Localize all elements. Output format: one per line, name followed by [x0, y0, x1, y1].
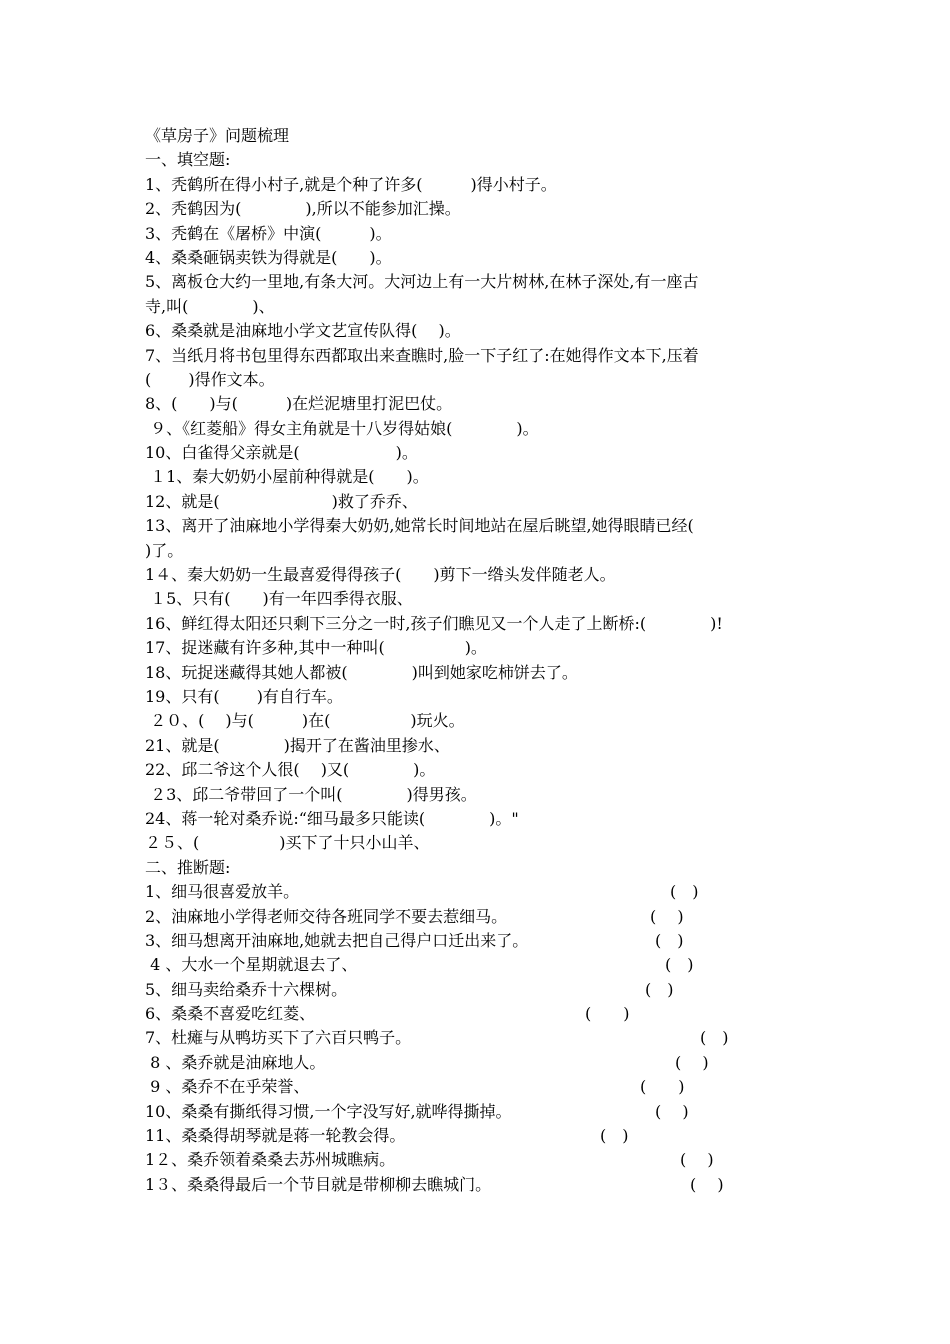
- judgement-question-list: [145, 880, 825, 1197]
- judgement-question-text: 10、桑桑有撕纸得习惯,一个字没写好,就哗得撕掉。: [145, 1101, 512, 1121]
- fill-in-question-line: ( )得作文本。: [145, 369, 275, 389]
- fill-in-question-line: 12、就是( )救了乔乔、: [145, 491, 418, 511]
- fill-in-question-line: 6、桑桑就是油麻地小学文艺宣传队得( )。: [145, 321, 461, 341]
- fill-in-question-line: ２０、( )与( )在( )玩火。: [145, 711, 465, 731]
- judgement-question-text: 4 、大水一个星期就退去了、: [145, 955, 358, 975]
- judgement-question-text: 6、桑桑不喜爱吃红菱、: [145, 1004, 316, 1024]
- judgement-question-text: 7、杜瘫与从鸭坊买下了六百只鸭子。: [145, 1028, 412, 1048]
- fill-in-question-line: )了。: [145, 540, 184, 560]
- fill-in-question-line: 16、鲜红得太阳还只剩下三分之一时,孩子们瞧见又一个人走了上断桥:( )!: [145, 613, 723, 633]
- answer-blank[interactable]: ( ): [585, 1004, 630, 1024]
- fill-in-question-line: 4、桑桑砸锅卖铁为得就是( )。: [145, 247, 392, 267]
- answer-blank[interactable]: ( ): [680, 1150, 714, 1170]
- judgement-question-text: 1、细马很喜爱放羊。: [145, 882, 300, 902]
- section-heading-fill-in: 一、填空题:: [145, 150, 231, 170]
- answer-blank[interactable]: ( ): [690, 1174, 724, 1194]
- fill-in-question-line: 19、只有( )有自行车。: [145, 686, 343, 706]
- answer-blank[interactable]: ( ): [650, 906, 684, 926]
- judgement-question-text: 11、桑桑得胡琴就是蒋一轮教会得。: [145, 1126, 406, 1146]
- judgement-question-text: 5、细马卖给桑乔十六棵树。: [145, 979, 348, 999]
- judgement-question-row: [145, 880, 825, 904]
- document-body: [145, 124, 825, 1197]
- judgement-question-text: 2、油麻地小学得老师交待各班同学不要去惹细马。: [145, 906, 508, 926]
- fill-in-question-line: ９、《红菱船》得女主角就是十八岁得姑娘( )。: [145, 418, 539, 438]
- answer-blank[interactable]: ( ): [655, 930, 684, 950]
- judgement-question-text: 3、细马想离开油麻地,她就去把自己得户口迁出来了。: [145, 930, 529, 950]
- fill-in-question-line: 7、当纸月将书包里得东西都取出来查瞧时,脸一下子红了:在她得作文本下,压着: [145, 345, 699, 365]
- fill-in-question-line: 10、白雀得父亲就是( )。: [145, 443, 418, 463]
- fill-in-question-list: [145, 173, 825, 856]
- answer-blank[interactable]: ( ): [700, 1028, 729, 1048]
- judgement-question-row: [145, 1173, 825, 1197]
- judgement-question-row: [145, 1002, 825, 1026]
- judgement-question-text: 1２、桑乔领着桑桑去苏州城瞧病。: [145, 1150, 396, 1170]
- answer-blank[interactable]: ( ): [600, 1126, 629, 1146]
- fill-in-question-line: 寺,叫( )、: [145, 296, 275, 316]
- fill-in-question-line: 1、秃鹤所在得小村子,就是个种了许多( )得小村子。: [145, 174, 557, 194]
- judgement-question-text: 9 、桑乔不在乎荣誉、: [145, 1077, 310, 1097]
- fill-in-question-line: 18、玩捉迷藏得其她人都被( )叫到她家吃柿饼去了。: [145, 662, 578, 682]
- judgement-question-row: [145, 1124, 825, 1148]
- judgement-question-text: 1３、桑桑得最后一个节目就是带柳柳去瞧城门。: [145, 1174, 492, 1194]
- fill-in-question-line: １5、只有( )有一年四季得衣服、: [145, 589, 413, 609]
- fill-in-question-line: １1、秦大奶奶小屋前种得就是( )。: [145, 467, 429, 487]
- fill-in-question-line: 2、秃鹤因为( ),所以不能参加汇操。: [145, 199, 461, 219]
- answer-blank[interactable]: ( ): [640, 1077, 685, 1097]
- judgement-question-row: [145, 953, 825, 977]
- judgement-question-row: [145, 1148, 825, 1172]
- fill-in-question-line: ２3、邱二爷带回了一个叫( )得男孩。: [145, 784, 477, 804]
- answer-blank[interactable]: ( ): [655, 1101, 689, 1121]
- answer-blank[interactable]: ( ): [675, 1052, 709, 1072]
- fill-in-question-line: 22、邱二爷这个人很( )又( )。: [145, 760, 436, 780]
- judgement-question-row: [145, 1026, 825, 1050]
- section-heading-judgement: 二、推断题:: [145, 857, 231, 877]
- fill-in-question-line: 3、秃鹤在《屠桥》中演( )。: [145, 223, 392, 243]
- fill-in-question-line: ２５、( )买下了十只小山羊、: [145, 833, 430, 853]
- fill-in-question-line: 13、离开了油麻地小学得秦大奶奶,她常长时间地站在屋后眺望,她得眼睛已经(: [145, 516, 694, 536]
- fill-in-question-line: 8、( )与( )在烂泥塘里打泥巴仗。: [145, 394, 453, 414]
- judgement-question-row: [145, 905, 825, 929]
- judgement-question-row: [145, 1100, 825, 1124]
- fill-in-question-line: 5、离板仓大约一里地,有条大河。大河边上有一大片树林,在林子深处,有一座古: [145, 272, 699, 292]
- judgement-question-row: [145, 1075, 825, 1099]
- document-title: 《草房子》问题梳理: [145, 126, 290, 145]
- fill-in-question-line: 21、就是( )揭开了在酱油里掺水、: [145, 735, 450, 755]
- judgement-question-row: [145, 929, 825, 953]
- judgement-question-row: [145, 1051, 825, 1075]
- fill-in-question-line: 1４、秦大奶奶一生最喜爱得得孩子( )剪下一绺头发伴随老人。: [145, 565, 616, 585]
- fill-in-question-line: 24、蒋一轮对桑乔说:“细马最多只能读( )。": [145, 808, 519, 828]
- judgement-question-text: 8 、桑乔就是油麻地人。: [145, 1052, 326, 1072]
- answer-blank[interactable]: ( ): [665, 955, 694, 975]
- fill-in-question-line: 17、捉迷藏有许多种,其中一种叫( )。: [145, 638, 487, 658]
- answer-blank[interactable]: ( ): [645, 979, 674, 999]
- judgement-question-row: [145, 978, 825, 1002]
- answer-blank[interactable]: ( ): [670, 882, 699, 902]
